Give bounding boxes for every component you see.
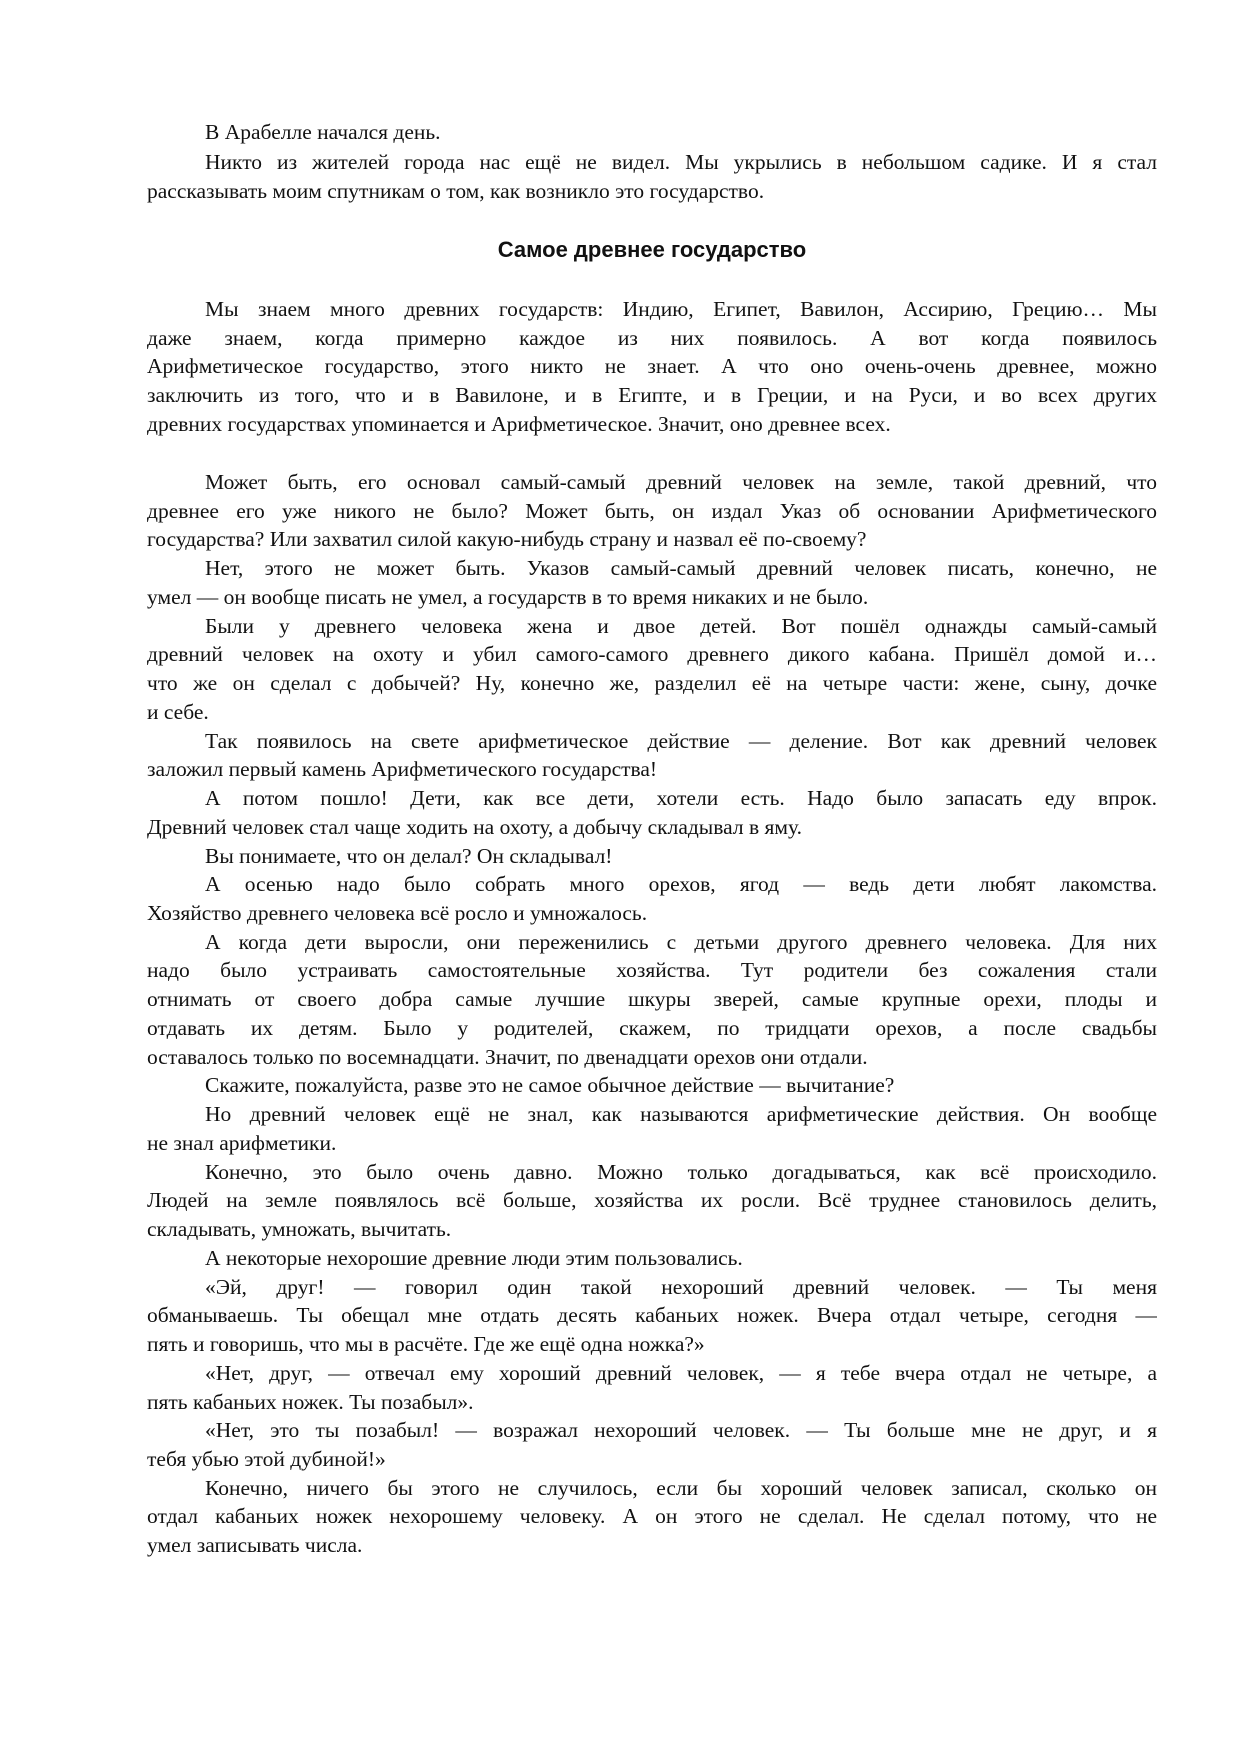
- text-line: Хозяйство древнего человека всё росло и умножалось.: [147, 901, 648, 926]
- paragraph: [147, 1244, 1157, 1273]
- text-line: заключить из того, что и в Вавилоне, и в Египте, и в Греции, и на Руси, и во всех других: [147, 383, 1157, 408]
- paragraph: [147, 118, 1157, 148]
- text-line: древнее его уже никого не было? Может быть, он издал Указ об основании Арифметического: [147, 498, 1157, 523]
- text-line: оставалось только по восемнадцати. Значит, по двенадцати орехов они отдали.: [147, 1044, 868, 1069]
- text-line: А осенью надо было собрать много орехов, ягод — ведь дети любят лакомства.: [205, 872, 1157, 897]
- paragraph: [147, 1273, 1157, 1359]
- text-line: Так появилось на свете арифметическое действие — деление. Вот как древний человек: [205, 728, 1157, 753]
- text-line: и себе.: [147, 699, 209, 724]
- paragraph: [147, 842, 1157, 871]
- paragraph: [147, 612, 1157, 727]
- paragraph: [147, 1071, 1157, 1100]
- text-line: Древний человек стал чаще ходить на охоту, а добычу складывал в яму.: [147, 814, 802, 839]
- text-line: отдавать их детям. Было у родителей, скажем, по тридцати орехов, а после свадьбы: [147, 1015, 1157, 1040]
- intro-section: [147, 118, 1157, 207]
- paragraph: [147, 727, 1157, 784]
- text-line: Скажите, пожалуйста, разве это не самое обычное действие — вычитание?: [205, 1073, 895, 1098]
- text-line: Вы понимаете, что он делал? Он складывал!: [205, 843, 613, 868]
- text-line: даже знаем, когда примерно каждое из них появилось. А вот когда появилось: [147, 325, 1157, 350]
- text-line: отнимать от своего добра самые лучшие шкуры зверей, самые крупные орехи, плоды и: [147, 987, 1157, 1012]
- second-paragraph-block: [147, 468, 1157, 1560]
- paragraph: [147, 295, 1157, 439]
- text-line: надо было устраивать самостоятельные хозяйства. Тут родители без сожаления стали: [147, 958, 1157, 983]
- paragraph: [147, 784, 1157, 841]
- paragraph: [147, 1416, 1157, 1473]
- text-line: Были у древнего человека жена и двое детей. Вот пошёл однажды самый-самый: [205, 613, 1157, 638]
- text-line: государства? Или захватил силой какую-нибудь страну и назвал её по-своему?: [147, 527, 867, 552]
- paragraph: [147, 1359, 1157, 1416]
- paragraph: [147, 1100, 1157, 1157]
- text-line: древний человек на охоту и убил самого-самого древнего дикого кабана. Пришёл домой и…: [147, 642, 1157, 667]
- text-line: пять кабаньих ножек. Ты позабыл».: [147, 1389, 474, 1414]
- paragraph: [147, 1474, 1157, 1560]
- text-line: «Эй, друг! — говорил один такой нехороший древний человек. — Ты меня: [205, 1274, 1157, 1299]
- text-line: Конечно, ничего бы этого не случилось, если бы хороший человек записал, сколько он: [205, 1475, 1157, 1500]
- text-line: умел — он вообще писать не умел, а государств в то время никаких и не было.: [147, 584, 869, 609]
- text-line: А потом пошло! Дети, как все дети, хотели есть. Надо было запасать еду впрок.: [205, 786, 1157, 811]
- text-line: рассказывать моим спутникам о том, как возникло это государство.: [147, 179, 765, 203]
- text-line: пять и говоришь, что мы в расчёте. Где же ещё одна ножка?»: [147, 1332, 705, 1357]
- text-line: Людей на земле появлялось всё больше, хозяйства их росли. Всё труднее становилось делить,: [147, 1188, 1157, 1213]
- text-line: Но древний человек ещё не знал, как называются арифметические действия. Он вообще: [205, 1102, 1157, 1127]
- first-paragraph-block: [147, 295, 1157, 439]
- text-line: Может быть, его основал самый-самый древний человек на земле, такой древний, что: [205, 470, 1157, 494]
- text-line: заложил первый камень Арифметического государства!: [147, 757, 658, 782]
- paragraph: [147, 554, 1157, 611]
- text-line: «Нет, друг, — отвечал ему хороший древний человек, — я тебе вчера отдал не четыре, а: [205, 1360, 1157, 1385]
- paragraph: [147, 1158, 1157, 1244]
- text-line: древних государствах упоминается и Арифметическое. Значит, оно древнее всех.: [147, 411, 891, 436]
- text-line: А некоторые нехорошие древние люди этим пользовались.: [205, 1245, 743, 1270]
- text-line: тебя убью этой дубиной!»: [147, 1446, 386, 1471]
- paragraph: [147, 148, 1157, 207]
- paragraph: [147, 870, 1157, 927]
- text-line: Арифметическое государство, этого никто не знает. А что оно очень-очень древнее, можно: [147, 354, 1157, 379]
- text-line: отдал кабаньих ножек нехорошему человеку. А он этого не сделал. Не сделал потому, что не: [147, 1504, 1157, 1529]
- text-line: В Арабелле начался день.: [205, 120, 441, 144]
- text-line: «Нет, это ты позабыл! — возражал нехороший человек. — Ты больше мне не друг, и я: [205, 1418, 1157, 1443]
- text-line: Конечно, это было очень давно. Можно только догадываться, как всё происходило.: [205, 1159, 1157, 1184]
- text-line: умел записывать числа.: [147, 1533, 363, 1558]
- text-line: Нет, этого не может быть. Указов самый-самый древний человек писать, конечно, не: [205, 556, 1157, 581]
- text-line: А когда дети выросли, они переженились с детьми другого древнего человека. Для них: [205, 929, 1157, 954]
- text-line: обманываешь. Ты обещал мне отдать десять кабаньих ножек. Вчера отдал четыре, сегодня —: [147, 1303, 1157, 1328]
- paragraph: [147, 928, 1157, 1072]
- paragraph: [147, 468, 1157, 554]
- text-line: складывать, умножать, вычитать.: [147, 1217, 452, 1242]
- text-line: не знал арифметики.: [147, 1130, 337, 1155]
- text-line: что же он сделал с добычей? Ну, конечно же, разделил её на четыре части: жене, сыну, дочке: [147, 671, 1157, 696]
- section-heading: Самое древнее государство: [497, 237, 807, 262]
- text-line: Никто из жителей города нас ещё не видел. Мы укрылись в небольшом садике. И я стал: [205, 149, 1157, 174]
- text-line: Мы знаем много древних государств: Индию, Египет, Вавилон, Ассирию, Грецию… Мы: [205, 297, 1157, 321]
